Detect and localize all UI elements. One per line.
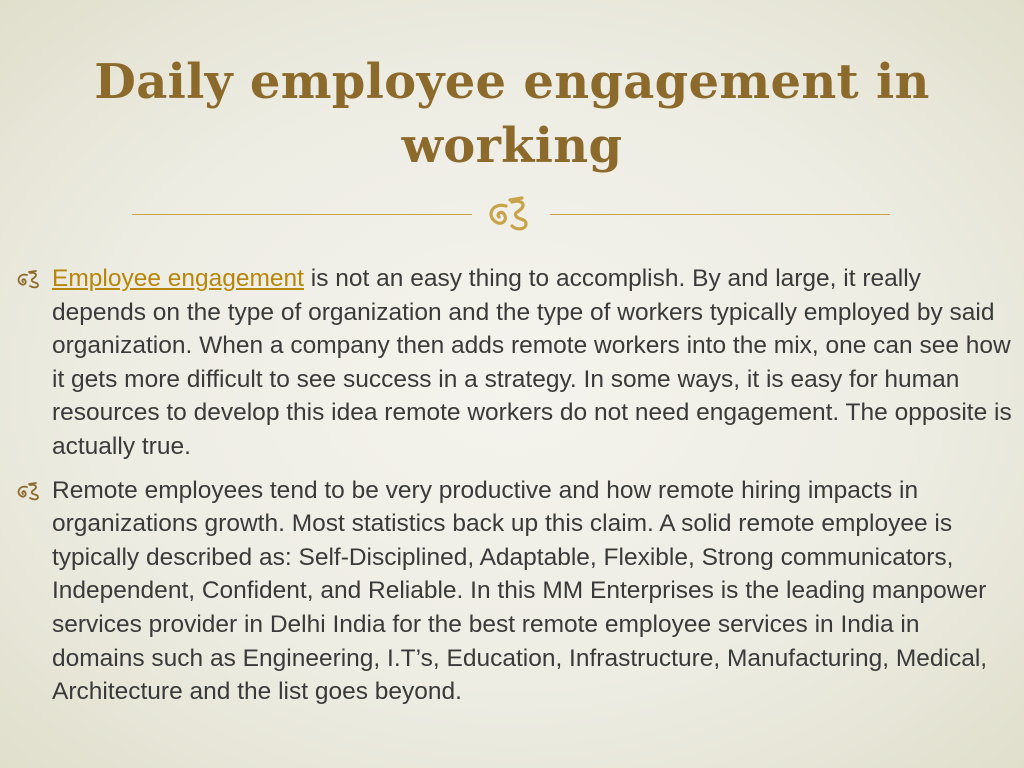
bullet-list — [14, 262, 1014, 719]
slide-title: Daily employee engagement in working — [94, 54, 930, 174]
bullet-item — [14, 262, 1014, 464]
employee-engagement-link[interactable]: Employee engagement — [52, 265, 304, 292]
divider-line-right — [550, 214, 890, 215]
fleuron-bullet-icon — [14, 270, 44, 290]
title-divider — [132, 214, 890, 216]
bullet-text: Remote employees tend to be very productive and how remote hiring impacts in organizations growth. Most statistics back up this claim. A solid remote employee is typically described as: Self-Disciplined, Adaptable, Flexible, Strong communicators, Independent, Confident, and Reliable. In this MM Enterprises is the leading manpower services provider in Delhi India for the best remote employee services in India in domains such as Engineering, I.T’s, Education, Infrastructure, Manufacturing, Medical, Architecture and the list goes beyond. — [52, 476, 988, 706]
divider-line-left — [132, 214, 472, 215]
fleuron-icon — [482, 194, 542, 234]
bullet-item — [14, 474, 1014, 709]
bullet-text: is not an easy thing to accomplish. By and large, it really depends on the type of organization and the type of workers typically employed by said organization. When a company then adds remote workers into the mix, one can see how it gets more difficult to see success in a strategy. In some ways, it is easy for human resources to develop this idea remote workers do not need engagement. The opposite is actually true. — [52, 265, 1012, 460]
fleuron-bullet-icon — [14, 482, 44, 502]
